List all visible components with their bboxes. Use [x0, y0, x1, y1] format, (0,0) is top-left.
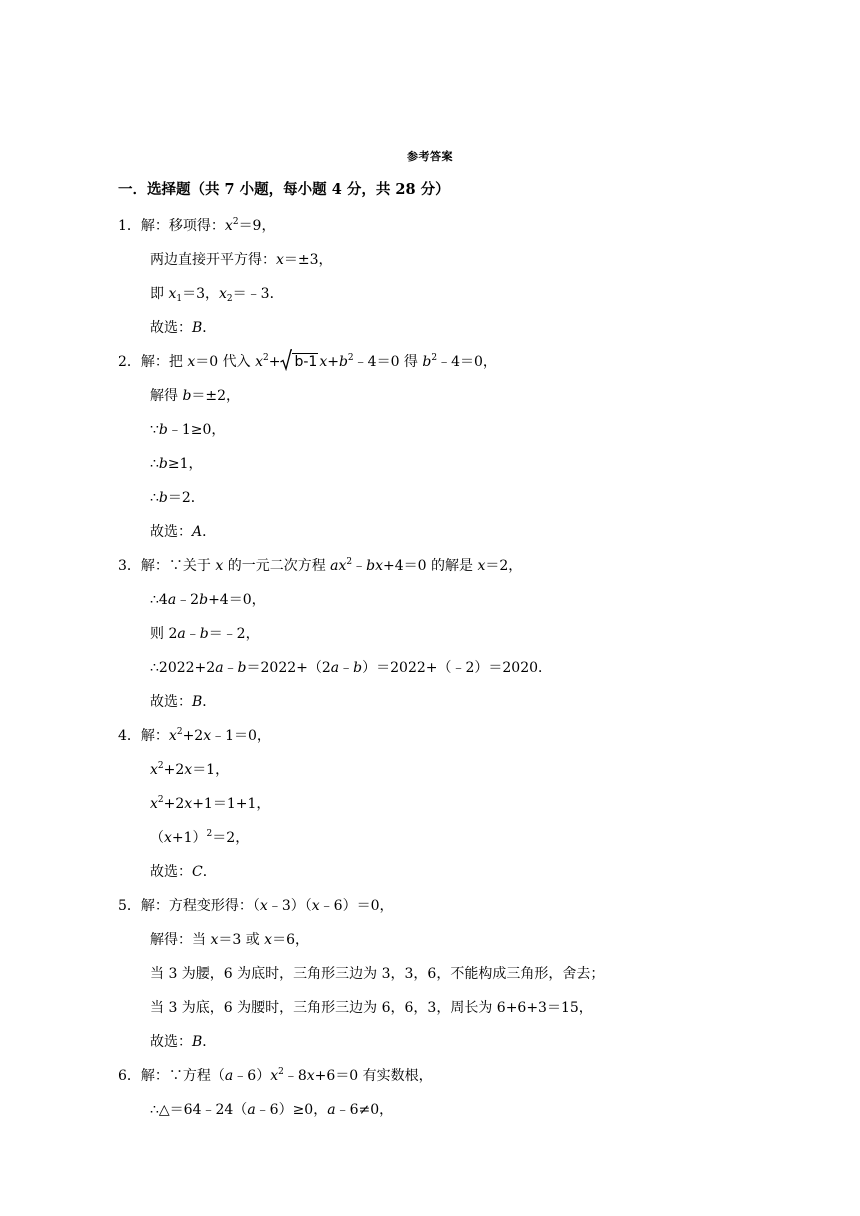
q4-line-2: $x^2+2x=1$， — [150, 761, 230, 778]
radical-sign-icon — [280, 349, 292, 371]
q6-line-2: ∴△＝64﹣24（a﹣6）≥0，a﹣6≠0， — [150, 1102, 394, 1118]
q3-line-2: ∴4a﹣2b+4＝0， — [150, 592, 266, 608]
q5-line-5: 故选：B． — [150, 1034, 217, 1050]
q5-line-1: 5．解：方程变形得：（x﹣3）（x﹣6）＝0， — [118, 898, 394, 914]
q2-line-6: 故选：A． — [150, 524, 217, 540]
q1-line-4: 故选：B． — [150, 320, 217, 336]
q1-line-1: 1．解：移项得：$x^2=9$， — [118, 217, 276, 234]
section-heading: 一．选择题（共 7 小题，每小题 4 分，共 28 分） — [118, 181, 450, 198]
q4-line-5: 故选：C． — [150, 864, 217, 880]
q2-line-2: 解得 b＝±2， — [150, 388, 241, 404]
q3-line-3: 则 2a﹣b＝﹣2， — [150, 626, 260, 642]
page-title: 参考答案 — [407, 150, 453, 163]
q5-line-3: 当 3 为腰，6 为底时，三角形三边为 3，3，6，不能构成三角形，舍去； — [150, 966, 605, 982]
q1-line-2: 两边直接开平方得：x＝±3， — [150, 252, 333, 268]
q3-line-1: 3．解：∵关于 x 的一元二次方程 $ax^2﹣bx+4=0$ 的解是 x＝2， — [118, 557, 523, 574]
q2-line-5: ∴b＝2． — [150, 490, 205, 506]
q2-line-4: ∴b≥1， — [150, 456, 203, 472]
q5-line-4: 当 3 为底，6 为腰时，三角形三边为 6，6，3，周长为 6+6+3＝15， — [150, 1000, 593, 1016]
q4-line-3: $x^2+2x+1=1+1$， — [150, 795, 271, 812]
q3-line-5: 故选：B． — [150, 694, 217, 710]
q4-line-4: $(x+1)^2=2$， — [150, 829, 250, 846]
q6-line-1: 6．解：∵方程$(a﹣6)x^2﹣8x+6=0$ 有实数根， — [118, 1067, 433, 1084]
q2-line-3: ∵b﹣1≥0， — [150, 422, 226, 438]
q1-line-3: 即 $x_1=3$，$x_2=﹣3$． — [150, 286, 284, 304]
q5-line-2: 解得：当 x＝3 或 x＝6， — [150, 932, 309, 948]
square-root: b-1 — [280, 353, 318, 370]
q3-line-4: ∴2022+2a﹣b＝2022+（2a﹣b）＝2022+（﹣2）＝2020． — [150, 660, 553, 676]
q4-line-1: 4．解：$x^2+2x﹣1=0$， — [118, 727, 271, 744]
q2-line-1: 2．解：把 x＝0 代入 $x^2+$ b-1 $x+b^2﹣4=0$ 得 $b^2﹣4=0$， — [118, 351, 497, 371]
